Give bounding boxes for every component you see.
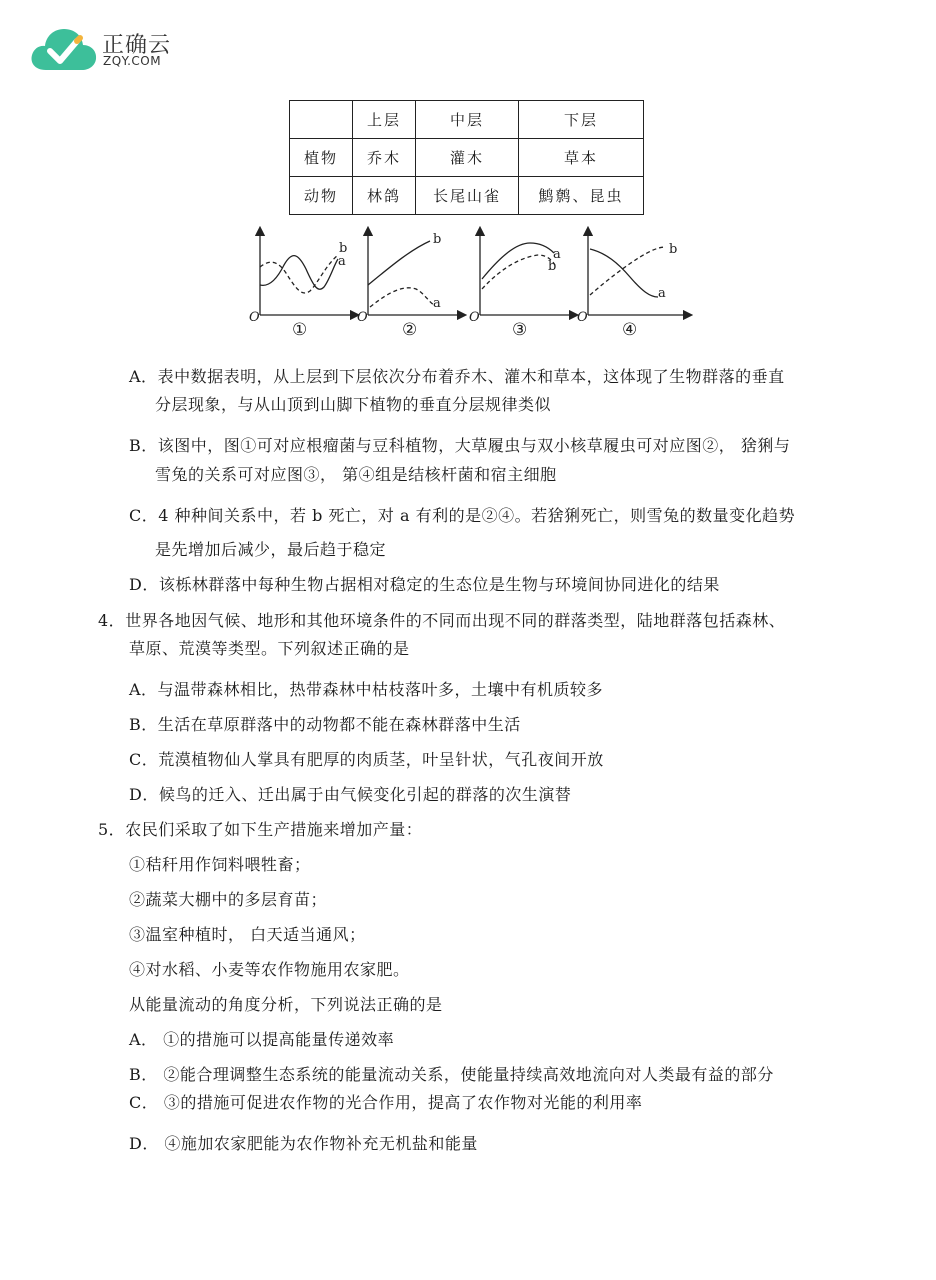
brand-logo: [30, 24, 180, 74]
graph-3-label-b: b: [548, 259, 557, 274]
table-cell: 植物: [290, 139, 353, 177]
q5-question: 从能量流动的角度分析，下列说法正确的是: [129, 995, 443, 1014]
table-cell: 中层: [416, 101, 519, 139]
q3-option-b-cont: 雪兔的关系可对应图③， 第④组是结核杆菌和宿主细胞: [155, 465, 557, 484]
graph-2-curve-b: [368, 241, 430, 285]
question-text: 农民们采取了如下生产措施来增加产量：: [125, 820, 423, 839]
table-cell: 林鸽: [353, 177, 416, 215]
q4-stem-cont: 草原、荒漠等类型。下列叙述正确的是: [129, 639, 410, 658]
q3-option-c-cont: 是先增加后减少，最后趋于稳定: [155, 540, 387, 559]
q4-option-d: D．候鸟的迁入、迁出属于由气候变化引起的群落的次生演替: [129, 785, 572, 804]
graph-2-label-b: b: [433, 232, 442, 247]
logo-url: ZQY.COM: [103, 54, 162, 68]
q4-option-a: A．与温带森林相比，热带森林中枯枝落叶多，土壤中有机质较多: [129, 680, 604, 699]
graph-3-label-a: a: [553, 247, 561, 262]
table-header-row: [290, 101, 644, 139]
q3-option-c: [129, 503, 795, 526]
question-number: 5．: [98, 820, 126, 839]
table-cell: 鹪鹩、昆虫: [519, 177, 644, 215]
graph-4-curve-a: [590, 249, 658, 297]
q5-option-a: A． ①的措施可以提高能量传递效率: [129, 1030, 395, 1049]
table-cell: 下层: [519, 101, 644, 139]
q5-measure-4: ④对水稻、小麦等农作物施用农家肥。: [129, 960, 410, 979]
q4-option-c: C．荒漠植物仙人掌具有肥厚的肉质茎，叶呈针状，气孔夜间开放: [129, 750, 604, 769]
table-cell: 草本: [519, 139, 644, 177]
q4-option-b: B．生活在草原群落中的动物都不能在森林群落中生活: [129, 715, 521, 734]
cloud-check-icon: [30, 24, 98, 72]
q5-option-c: C． ③的措施可促进农作物的光合作用，提高了农作物对光能的利用率: [129, 1093, 643, 1112]
option-text: 该栎林群落中每种生物占据相对稳定的生态位是生物与环境间协同进化的结果: [158, 575, 720, 594]
option-label: D．: [129, 575, 159, 594]
graph-4-curve-b: [590, 247, 666, 295]
graph-2-label-a: a: [433, 296, 441, 311]
table-row: [290, 177, 644, 215]
table-row: [290, 139, 644, 177]
q5-option-b: B． ②能合理调整生态系统的能量流动关系，使能量持续高效地流向对人类最有益的部分: [129, 1065, 774, 1084]
table-cell: 乔木: [353, 139, 416, 177]
graph-2-origin: O: [357, 310, 368, 325]
option-text: 表中数据表明，从上层到下层依次分布着乔木、灌木和草本，这体现了生物群落的垂直: [157, 367, 785, 386]
option-label: A．: [129, 367, 158, 386]
graph-1-label-a: a: [338, 254, 346, 269]
strata-table: [289, 100, 644, 215]
graph-1-number: ①: [292, 320, 308, 340]
q3-option-d: [129, 572, 720, 595]
q5-measure-1: ①秸秆用作饲料喂牲畜；: [129, 855, 311, 874]
graph-4-label-b: b: [669, 242, 678, 257]
table-cell: 灌木: [416, 139, 519, 177]
graph-3-origin: O: [469, 310, 480, 325]
graph-2-curve-a: [370, 288, 434, 307]
q4-stem: [98, 608, 785, 631]
table-cell: 上层: [353, 101, 416, 139]
q3-option-b: [129, 433, 790, 456]
graph-1-curve-solid: [260, 256, 338, 290]
graph-1-label-b: b: [339, 241, 348, 256]
graph-4-label-a: a: [658, 286, 666, 301]
q5-stem: [98, 817, 422, 840]
q5-measure-3: ③温室种植时， 白天适当通风；: [129, 925, 366, 944]
option-text: 该图中，图①可对应根瘤菌与豆科植物，大草履虫与双小核草履虫可对应图②， 猞猁与: [157, 436, 791, 455]
q3-option-a-cont: 分层现象，与从山顶到山脚下植物的垂直分层规律类似: [155, 395, 552, 414]
question-text: 世界各地因气候、地形和其他环境条件的不同而出现不同的群落类型，陆地群落包括森林、: [125, 611, 786, 630]
graph-4-origin: O: [577, 310, 588, 325]
species-interaction-graphs: [240, 225, 700, 343]
graph-1-curve-dashed: [260, 255, 338, 293]
option-label: C．: [129, 506, 159, 525]
option-label: B．: [129, 436, 158, 455]
graph-2-number: ②: [402, 320, 418, 340]
logo-name: 正确云: [102, 33, 172, 58]
graph-4-number: ④: [622, 320, 638, 340]
table-cell: [290, 101, 353, 139]
q5-measure-2: ②蔬菜大棚中的多层育苗；: [129, 890, 328, 909]
option-text: 4 种种间关系中，若 b 死亡，对 a 有利的是②④。若猞猁死亡，则雪兔的数量变化趋势: [158, 506, 796, 525]
graph-3-number: ③: [512, 320, 528, 340]
q3-option-a: [129, 364, 785, 387]
question-number: 4．: [98, 611, 126, 630]
graph-3-curve-b: [482, 255, 556, 289]
graph-1-origin: O: [249, 310, 260, 325]
table-cell: 长尾山雀: [416, 177, 519, 215]
table-cell: 动物: [290, 177, 353, 215]
q5-option-d: D． ④施加农家肥能为农作物补充无机盐和能量: [129, 1134, 478, 1153]
